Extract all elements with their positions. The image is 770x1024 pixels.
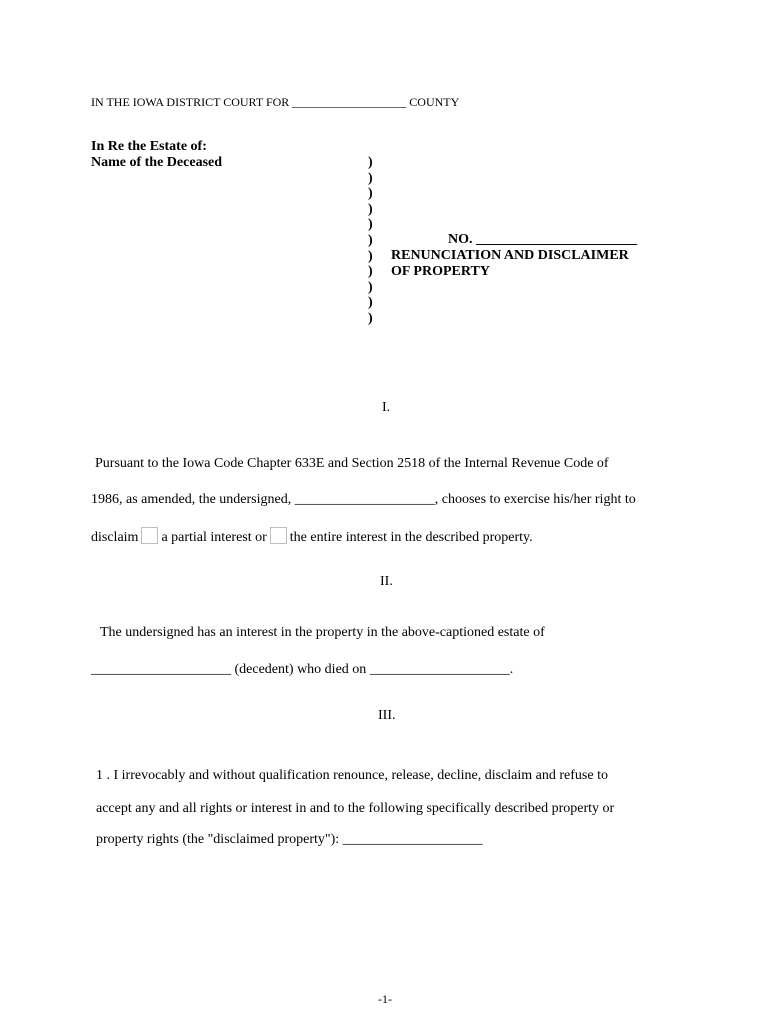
partial-interest-checkbox[interactable] — [141, 527, 158, 544]
paren: ) — [368, 186, 373, 202]
section-numeral-1: I. — [382, 400, 391, 415]
paren: ) — [368, 217, 373, 233]
section3-line2: accept any and all rights or interest in and to the following specifically described property or — [96, 801, 615, 816]
section3-line3: property rights (the "disclaimed property"): ____________________ — [96, 832, 483, 847]
paren: ) — [368, 155, 373, 170]
section2-line1: The undersigned has an interest in the property in the above-captioned estate of — [100, 625, 545, 640]
paren: ) — [368, 232, 373, 248]
partial-interest-label: a partial interest or — [161, 530, 267, 545]
document-title-line2: OF PROPERTY — [391, 264, 490, 279]
paren: ) — [368, 248, 373, 264]
section1-line1: Pursuant to the Iowa Code Chapter 633E and Section 2518 of the Internal Revenue Code of — [95, 456, 609, 471]
section3-line1: 1 . I irrevocably and without qualification renounce, release, decline, disclaim and refuse to — [96, 768, 608, 783]
case-number: NO. _______________________ — [448, 232, 637, 247]
court-header: IN THE IOWA DISTRICT COURT FOR ___________________ COUNTY — [91, 95, 460, 109]
paren: ) — [368, 264, 373, 280]
section1-line3 — [91, 527, 533, 546]
paren: ) — [368, 201, 373, 217]
paren: ) — [368, 295, 373, 311]
paren: ) — [368, 279, 373, 295]
deceased-name: Name of the Deceased — [91, 155, 223, 170]
section1-line2: 1986, as amended, the undersigned, ____________________, chooses to exercise his/her right to — [91, 492, 636, 507]
paren: ) — [368, 170, 373, 186]
document-title-line1: RENUNCIATION AND DISCLAIMER — [391, 248, 629, 263]
estate-label: In Re the Estate of: — [91, 139, 207, 154]
disclaim-label: disclaim — [91, 530, 139, 545]
section-numeral-2: II. — [380, 574, 393, 589]
caption-parentheses — [368, 155, 373, 327]
section-numeral-3: III. — [378, 708, 396, 723]
page-number: -1- — [378, 992, 392, 1006]
paren: ) — [368, 310, 373, 326]
entire-interest-label: the entire interest in the described property. — [289, 530, 533, 545]
section2-line2: ____________________ (decedent) who died on ____________________. — [91, 662, 514, 677]
entire-interest-checkbox[interactable] — [270, 527, 287, 544]
